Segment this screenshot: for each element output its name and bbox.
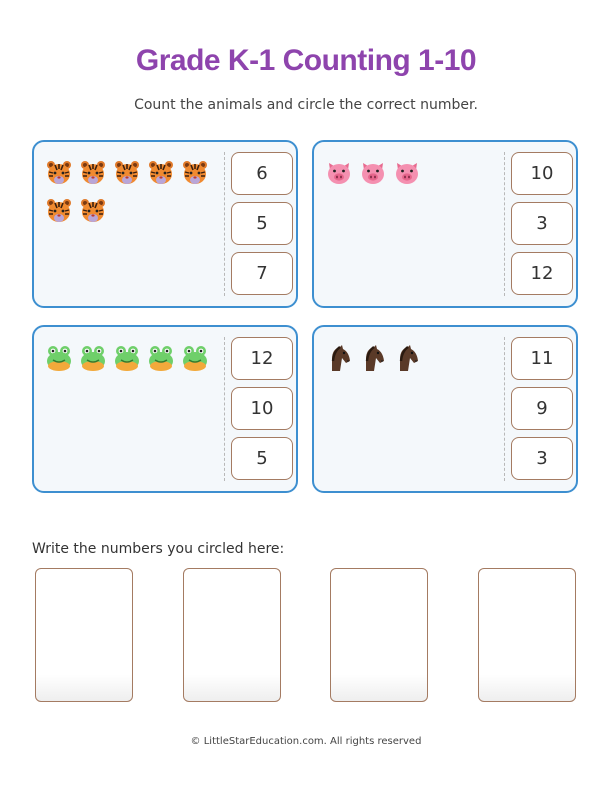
frog-icon	[78, 343, 108, 373]
panel-divider	[504, 152, 505, 296]
number-choice[interactable]: 6	[231, 152, 293, 195]
tiger-icon	[180, 158, 210, 188]
number-choice[interactable]: 12	[231, 337, 293, 380]
number-choice[interactable]: 5	[231, 202, 293, 245]
animal-group	[324, 158, 499, 188]
number-choices	[511, 337, 573, 480]
horse-icon	[324, 343, 354, 373]
answer-box[interactable]	[478, 568, 576, 702]
frog-icon	[44, 343, 74, 373]
answer-box[interactable]	[330, 568, 428, 702]
answer-box[interactable]	[35, 568, 133, 702]
tiger-icon	[78, 158, 108, 188]
animal-group	[44, 343, 219, 373]
copyright-footer: © LittleStarEducation.com. All rights reserved	[190, 736, 422, 747]
answer-box[interactable]	[183, 568, 281, 702]
tiger-icon	[44, 196, 74, 226]
tiger-icon	[44, 158, 74, 188]
number-choices	[231, 152, 293, 295]
number-choice[interactable]: 10	[231, 387, 293, 430]
number-choice[interactable]: 3	[511, 202, 573, 245]
number-choice[interactable]: 12	[511, 252, 573, 295]
panel-divider	[224, 337, 225, 481]
horse-icon	[392, 343, 422, 373]
frog-icon	[146, 343, 176, 373]
page-title: Grade K-1 Counting 1-10	[135, 44, 477, 77]
counting-panel-tigers	[32, 140, 298, 308]
counting-panel-pigs	[312, 140, 578, 308]
animal-group	[44, 158, 219, 226]
pig-icon	[392, 158, 422, 188]
horse-icon	[358, 343, 388, 373]
pig-icon	[358, 158, 388, 188]
pig-icon	[324, 158, 354, 188]
number-choices	[511, 152, 573, 295]
number-choice[interactable]: 7	[231, 252, 293, 295]
panel-divider	[224, 152, 225, 296]
animal-group	[324, 343, 499, 373]
write-instruction: Write the numbers you circled here:	[32, 541, 285, 557]
number-choices	[231, 337, 293, 480]
frog-icon	[180, 343, 210, 373]
panel-divider	[504, 337, 505, 481]
frog-icon	[112, 343, 142, 373]
instruction-text: Count the animals and circle the correct number.	[134, 97, 478, 113]
tiger-icon	[112, 158, 142, 188]
number-choice[interactable]: 5	[231, 437, 293, 480]
number-choice[interactable]: 9	[511, 387, 573, 430]
number-choice[interactable]: 11	[511, 337, 573, 380]
counting-panel-horses	[312, 325, 578, 493]
number-choice[interactable]: 3	[511, 437, 573, 480]
number-choice[interactable]: 10	[511, 152, 573, 195]
counting-panel-frogs	[32, 325, 298, 493]
tiger-icon	[146, 158, 176, 188]
tiger-icon	[78, 196, 108, 226]
